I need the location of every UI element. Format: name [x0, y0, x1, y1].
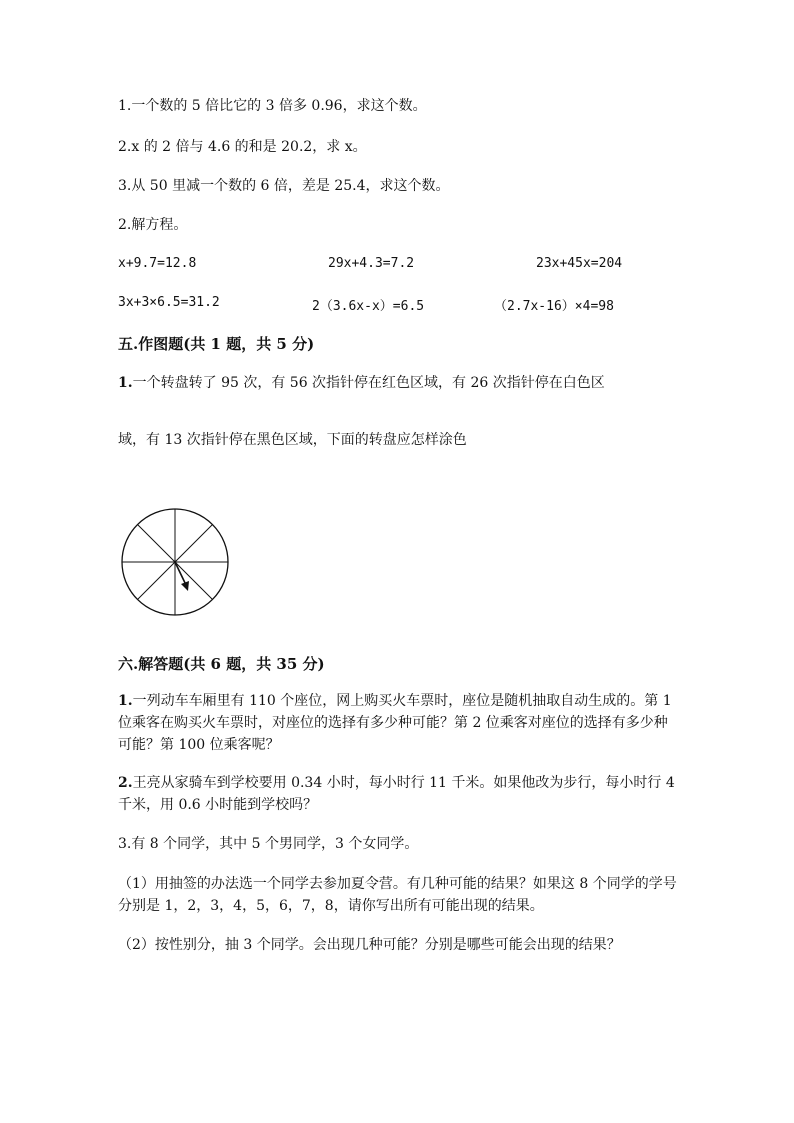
question-text: 王亮从家骑车到学校要用 0.34 小时，每小时行 11 千米。如果他改为步行，每小时行 4 千米，用 0.6 小时能到学校吗？ — [118, 775, 675, 813]
solve-equations-heading: 2.解方程。 — [118, 217, 188, 233]
section-5-question-1-cont: 域，有 13 次指针停在黑色区域，下面的转盘应怎样涂色 — [118, 432, 467, 448]
spinner-diagram — [118, 505, 238, 625]
section-6-question-1 — [118, 690, 678, 756]
equation: 23x+45x=204 — [536, 256, 623, 271]
question-text: 一个转盘转了 95 次，有 56 次指针停在红色区域，有 26 次指针停在白色区 — [132, 375, 605, 391]
question-number: 2. — [118, 775, 133, 791]
section-6-question-3: 3.有 8 个同学，其中 5 个男同学，3 个女同学。 — [118, 836, 419, 852]
equation: 3x+3×6.5=31.2 — [118, 295, 220, 310]
equation: x+9.7=12.8 — [118, 256, 197, 271]
section-6-question-2 — [118, 772, 678, 816]
question-3-subquestion-1: （1）用抽签的办法选一个同学去参加夏令营。有几种可能的结果？如果这 8 个同学的学号分别是 1，2，3，4，5，6，7，8，请你写出所有可能出现的结果。 — [118, 876, 677, 914]
question-text: 一列动车车厢里有 110 个座位，网上购买火车票时，座位是随机抽取自动生成的。第 1 位乘客在购买火车票时，对座位的选择有多少种可能？第 2 位乘客对座位的选择有多少种可能？第 100 位乘客呢？ — [118, 693, 672, 753]
problem-2: 2.x 的 2 倍与 4.6 的和是 20.2，求 x。 — [118, 139, 367, 155]
question-number: 1. — [118, 375, 133, 391]
spinner-pointer — [175, 562, 186, 585]
equation: （2.7x-16）×4=98 — [494, 299, 614, 314]
equation: 2（3.6x-x）=6.5 — [312, 299, 425, 314]
problem-1: 1.一个数的 5 倍比它的 3 倍多 0.96，求这个数。 — [118, 98, 427, 114]
section-5-title: 五.作图题(共 1 题，共 5 分) — [118, 335, 315, 353]
problem-3: 3.从 50 里减一个数的 6 倍，差是 25.4，求这个数。 — [118, 178, 450, 194]
section-5-question-1 — [118, 373, 605, 393]
section-6-title: 六.解答题(共 6 题，共 35 分) — [118, 655, 325, 673]
question-3-subquestion-2: （2）按性别分，抽 3 个同学。会出现几种可能？分别是哪些可能会出现的结果？ — [118, 937, 621, 953]
question-number: 1. — [118, 693, 133, 709]
spinner-pointer-head — [181, 581, 189, 591]
equation: 29x+4.3=7.2 — [328, 256, 415, 271]
